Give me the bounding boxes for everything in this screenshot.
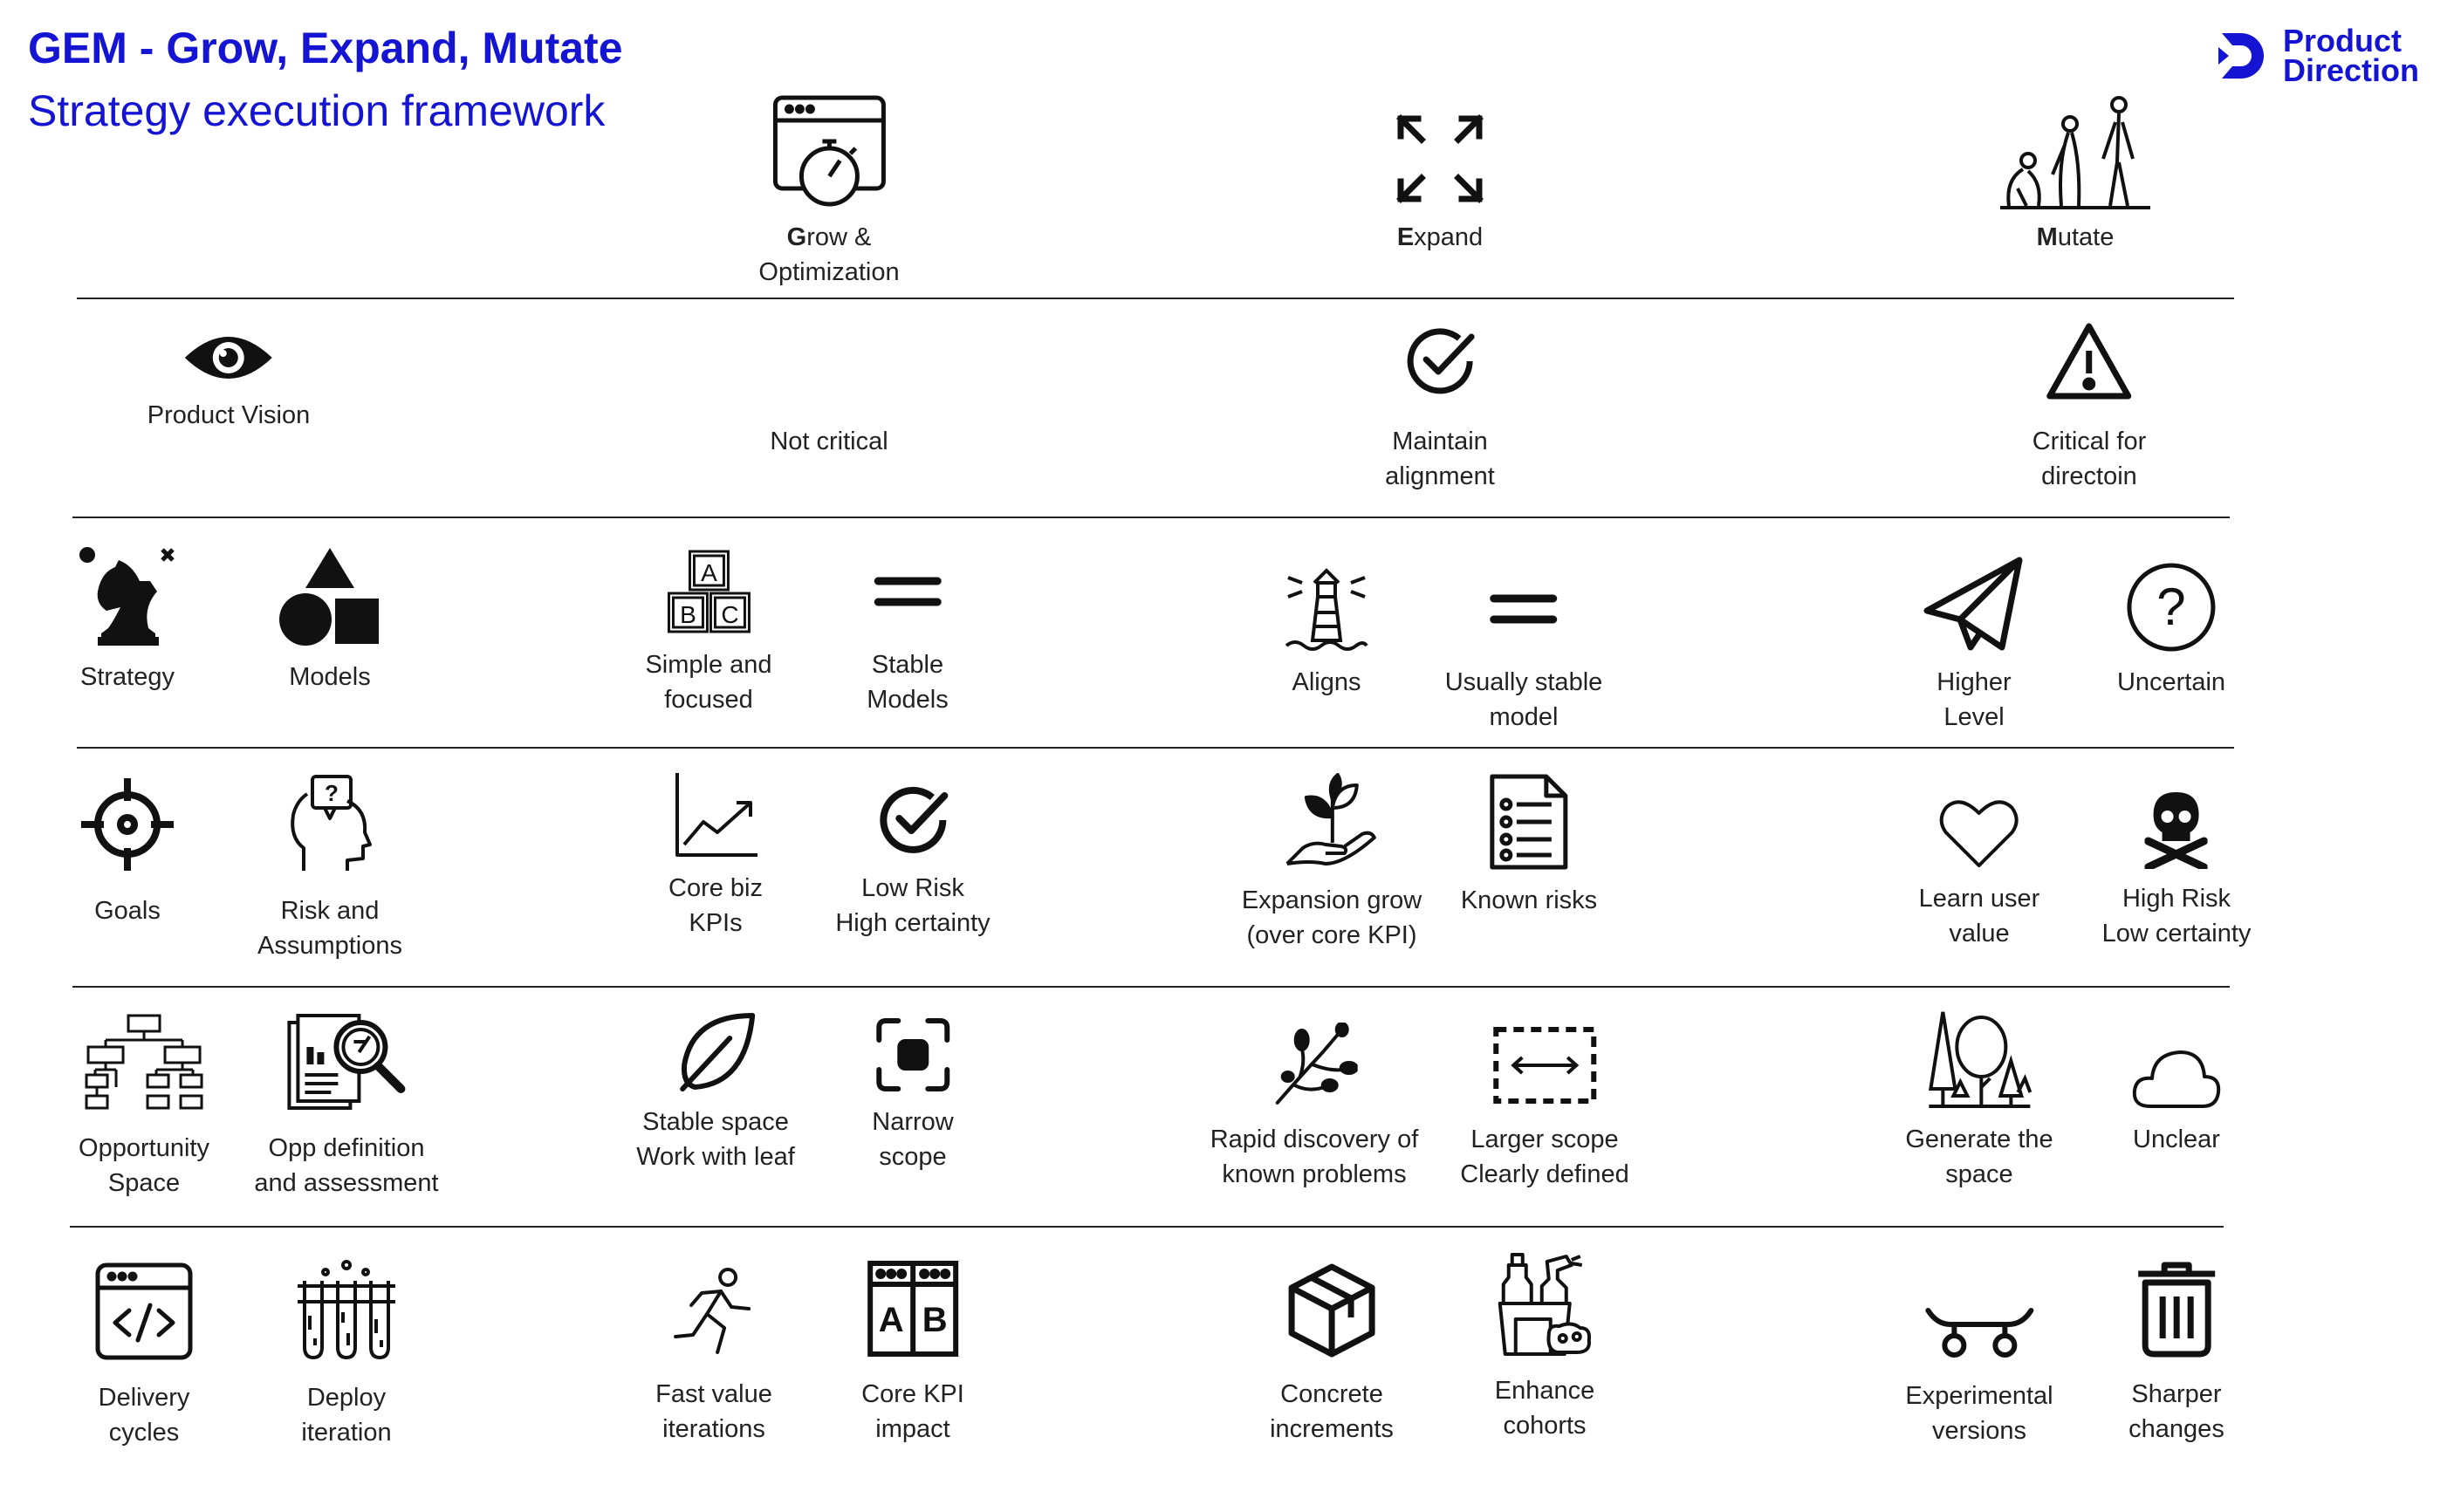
skull-crossbones-icon (2145, 782, 2208, 869)
delivery-expand-1-label: Concrete increments (1270, 1380, 1394, 1443)
opportunity-expand-2 (1460, 1021, 1628, 1192)
goals-grow-2-label: Low Risk High certainty (835, 874, 991, 937)
opportunity-mutate-1-label: Generate the space (1905, 1125, 2053, 1188)
opportunity-space-label: Opportunity Space (79, 1134, 209, 1197)
code-window-icon (94, 1260, 194, 1361)
goals-mutate-1-label: Learn user value (1918, 885, 2040, 948)
lighthouse-icon (1283, 565, 1370, 653)
strategy-mutate-2-label: Uncertain (2116, 668, 2226, 696)
abc-blocks-icon (665, 548, 752, 635)
column-grow (758, 92, 899, 290)
vision-expand-label: Maintain alignment (1385, 428, 1495, 490)
strategy-grow-2 (867, 548, 949, 717)
equals-icon (1489, 565, 1559, 653)
product-direction-logo (2215, 23, 2420, 88)
logo-mark-icon (2215, 28, 2271, 84)
svg-text:?: ? (325, 780, 339, 806)
expand-arrows-icon (1392, 92, 1488, 211)
vision-mutate-label: Critical for directoin (2032, 428, 2147, 490)
strategy-expand-2-label: Usually stable model (1444, 668, 1603, 731)
svg-text:B: B (922, 1301, 948, 1339)
strategy-grow-2-label: Stable Models (867, 651, 949, 714)
strategy-mutate-1-label: Higher Level (1936, 668, 2012, 731)
delivery-expand-2-label: Enhance cohorts (1494, 1377, 1595, 1440)
org-chart-icon (85, 1012, 203, 1112)
opp-definition (254, 1012, 438, 1201)
checklist-icon (1487, 773, 1571, 871)
deploy-iteration-label: Deploy iteration (301, 1384, 392, 1447)
goals-grow-1-label: Core biz KPIs (668, 874, 763, 937)
opportunity-mutate-1 (1905, 1009, 2053, 1192)
trees-icon (1927, 1009, 2032, 1110)
logo-line-2: Direction (2283, 52, 2420, 88)
goals-mutate-1 (1919, 782, 2040, 951)
trash-can-icon (2135, 1258, 2218, 1358)
equals-icon (873, 548, 943, 635)
chess-knight-icon (75, 544, 180, 647)
strategy-label: Strategy (80, 663, 175, 691)
column-mutate-label: Mutate (2036, 223, 2115, 251)
hand-plant-icon (1284, 773, 1380, 871)
check-circle-icon (874, 771, 951, 859)
strategy-expand-1 (1283, 565, 1370, 700)
column-mutate (1997, 92, 2154, 255)
delivery-mutate-1-label: Experimental versions (1905, 1382, 2053, 1445)
opportunity-expand-2-label: Larger scope Clearly defined (1460, 1125, 1629, 1188)
delivery-mutate-2 (2128, 1258, 2224, 1447)
column-grow-label: Grow & (786, 223, 872, 251)
goals-expand-1 (1242, 773, 1422, 953)
delivery-cycles-label: Delivery cycles (98, 1384, 190, 1447)
line-chart-icon (672, 771, 759, 859)
vision-grow-label: Not critical (770, 428, 888, 455)
models-label: Models (289, 663, 371, 691)
goals-mutate-2 (2102, 782, 2252, 951)
goals-grow-1 (668, 771, 763, 941)
delivery-grow-2-label: Core KPI impact (861, 1380, 964, 1443)
opportunity-grow-2 (872, 1012, 953, 1174)
paper-plane-icon (1923, 565, 2025, 653)
column-expand (1392, 92, 1488, 255)
svg-text:B: B (679, 601, 696, 628)
delivery-expand-2 (1495, 1249, 1595, 1443)
svg-text:A: A (700, 559, 717, 586)
running-person-icon (672, 1258, 756, 1358)
opportunity-mutate-2-label: Unclear (2133, 1125, 2220, 1153)
svg-text:A: A (878, 1301, 904, 1339)
column-expand-label: Expand (1396, 223, 1484, 251)
vision-mutate (2032, 319, 2147, 494)
row-divider (77, 298, 2234, 299)
product-vision (147, 323, 310, 433)
column-grow-label-line2: Optimization (758, 258, 900, 286)
delivery-expand-1 (1270, 1256, 1394, 1447)
row-divider (70, 1226, 2224, 1228)
head-question-icon (286, 775, 374, 872)
opp-definition-label: Opp definition and assessment (254, 1134, 439, 1197)
goals-grow-2 (835, 771, 990, 941)
opportunity-grow-1 (636, 1012, 795, 1174)
strategy (75, 544, 180, 694)
models (278, 544, 382, 694)
shapes-icon (278, 544, 382, 647)
delivery-grow-1-label: Fast value iterations (655, 1380, 772, 1443)
opportunity-grow-2-label: Narrow scope (872, 1108, 954, 1171)
delivery-mutate-1 (1905, 1291, 2053, 1448)
page-title: GEM - Grow, Expand, Mutate (28, 24, 623, 72)
cleaning-supplies-icon (1497, 1249, 1593, 1358)
strategy-grow-1-label: Simple and focused (645, 651, 772, 714)
branch-blossom-icon (1271, 1021, 1358, 1110)
skateboard-icon (1924, 1291, 2034, 1359)
strategy-grow-1 (645, 548, 771, 717)
goals (79, 775, 175, 928)
delivery-mutate-2-label: Sharper changes (2128, 1380, 2224, 1443)
eye-icon (183, 323, 274, 386)
row-divider (72, 986, 2230, 988)
strategy-expand-1-label: Aligns (1292, 668, 1361, 696)
opportunity-mutate-2 (2131, 1035, 2222, 1157)
strategy-mutate-1 (1923, 565, 2025, 735)
goals-expand-2-label: Known risks (1460, 886, 1598, 914)
delivery-grow-2 (861, 1253, 964, 1447)
opportunity-grow-1-label: Stable space Work with leaf (636, 1108, 795, 1171)
deploy-iteration (296, 1260, 397, 1450)
delivery-grow-1 (655, 1258, 772, 1447)
heart-icon (1939, 782, 2019, 869)
focus-frame-icon (875, 1012, 950, 1092)
vision-expand (1385, 323, 1495, 494)
leaf-icon (675, 1012, 756, 1092)
dashed-scope-icon (1492, 1021, 1597, 1110)
strategy-expand-2 (1445, 565, 1603, 735)
strategy-mutate-2 (2117, 565, 2225, 700)
goals-label: Goals (94, 897, 161, 925)
svg-text:C: C (720, 601, 739, 628)
logo-line-1: Product (2283, 23, 2403, 58)
document-magnifier-icon (285, 1012, 408, 1112)
question-circle-icon (2126, 565, 2217, 653)
risk-assumptions (257, 775, 402, 963)
opportunity-expand-1-label: Rapid discovery of known problems (1210, 1125, 1419, 1188)
delivery-cycles (94, 1260, 194, 1450)
opportunity-expand-1 (1210, 1021, 1419, 1192)
check-circle-icon (1402, 323, 1478, 400)
svg-text:?: ? (2156, 578, 2186, 636)
stopwatch-window-icon (770, 92, 888, 211)
page-subtitle: Strategy execution framework (28, 86, 606, 135)
cloud-icon (2131, 1035, 2222, 1110)
opportunity-space (79, 1012, 209, 1201)
package-box-icon (1288, 1256, 1375, 1358)
test-tubes-icon (296, 1260, 397, 1361)
ab-test-window-icon (867, 1253, 959, 1358)
goals-mutate-2-label: High Risk Low certainty (2101, 885, 2252, 948)
evolution-icon (1997, 92, 2154, 211)
product-vision-label: Product Vision (147, 401, 311, 429)
target-icon (79, 775, 175, 872)
vision-grow (770, 424, 888, 459)
goals-expand-2 (1461, 773, 1597, 918)
row-divider (72, 517, 2230, 518)
goals-expand-1-label: Expansion grow (over core KPI) (1241, 886, 1422, 949)
row-divider (77, 747, 2234, 749)
risk-assumptions-label: Risk and Assumptions (257, 897, 403, 960)
warning-icon (2046, 319, 2133, 401)
